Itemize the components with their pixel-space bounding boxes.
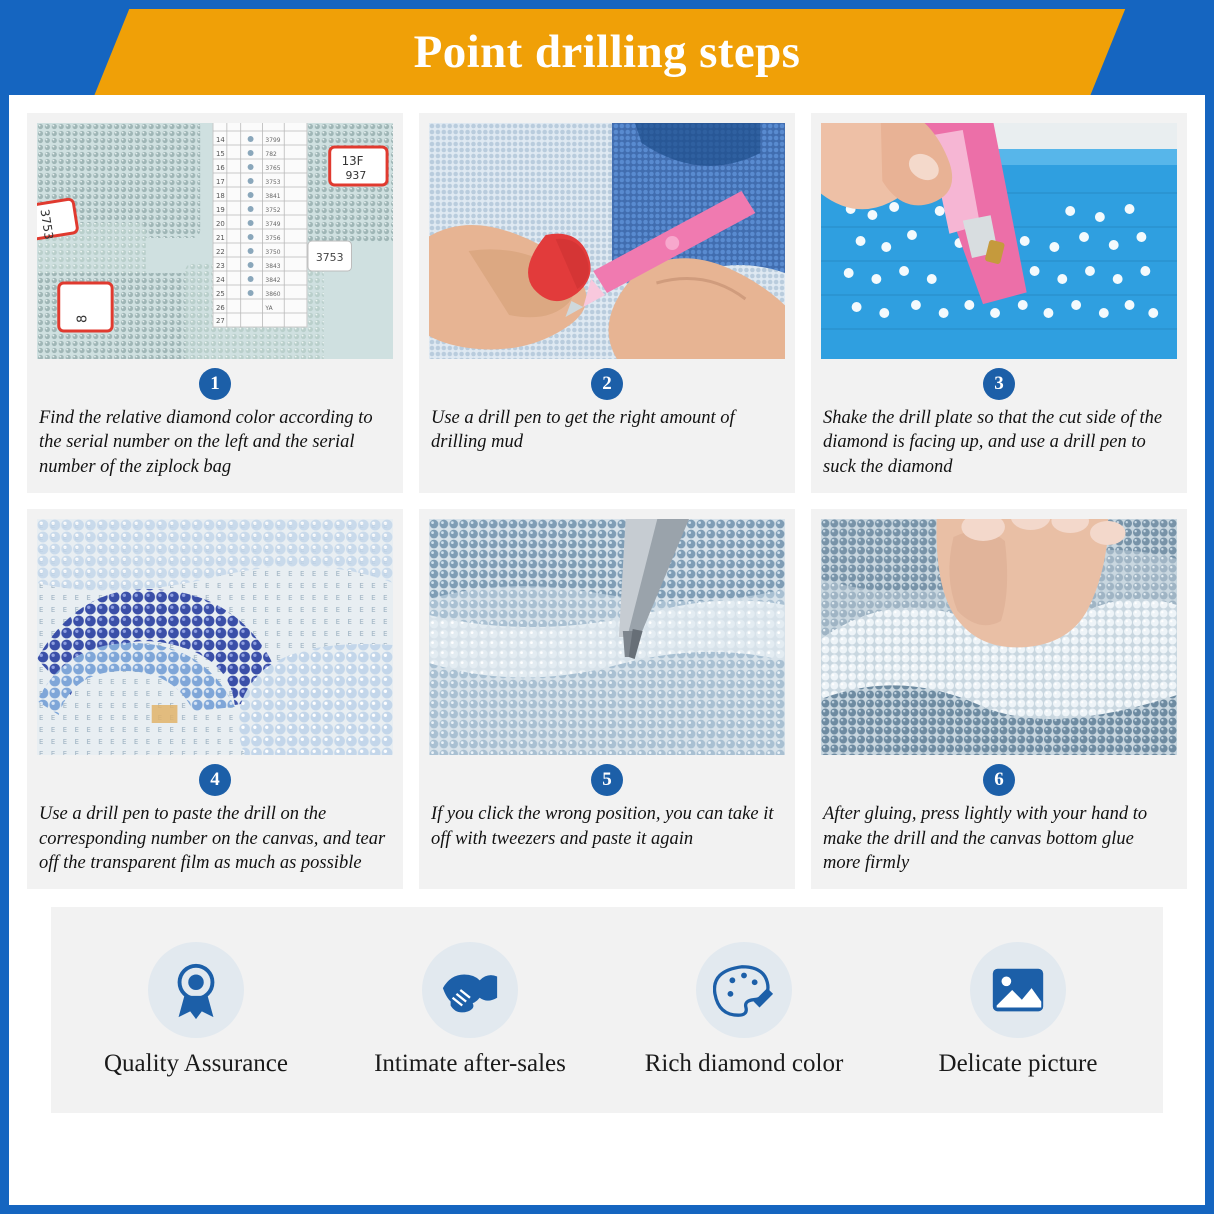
palette-icon <box>696 942 792 1038</box>
handshake-icon <box>422 942 518 1038</box>
step-card-2 <box>419 113 795 493</box>
svg-text:14: 14 <box>215 135 225 145</box>
step-card-6 <box>811 509 1187 889</box>
svg-text:3753: 3753 <box>265 178 281 187</box>
step-caption-2: Use a drill pen to get the right amount of drilling mud <box>431 408 735 453</box>
step-card-1 <box>27 113 403 493</box>
svg-text:24: 24 <box>215 275 225 285</box>
step-caption-6: After gluing, press lightly with your hand to make the drill and the canvas bottom glue more firmly <box>823 804 1148 874</box>
step-number-5: 5 <box>591 764 623 796</box>
step-image-1 <box>37 123 393 359</box>
step-image-2 <box>429 123 785 359</box>
step-caption-3: Shake the drill plate so that the cut side of the diamond is facing up, and use a drill pen to suck the diamond <box>823 408 1163 477</box>
canvas-diamonds-illustration <box>37 519 393 755</box>
feature-quality-assurance <box>59 942 333 1078</box>
svg-text:3842: 3842 <box>265 276 281 285</box>
svg-text:13F: 13F <box>341 153 364 169</box>
step-number-1: 1 <box>199 368 231 400</box>
hand-pressing-illustration <box>821 519 1177 755</box>
feature-rich-diamond-color <box>607 942 881 1078</box>
feature-label-rich-diamond-color: Rich diamond color <box>644 1050 844 1078</box>
svg-text:3752: 3752 <box>265 206 281 215</box>
handshake-glyph <box>439 959 501 1021</box>
svg-text:21: 21 <box>215 233 225 243</box>
award-ribbon-glyph <box>165 959 227 1021</box>
award-ribbon-icon <box>148 942 244 1038</box>
step-image-5 <box>429 519 785 755</box>
svg-text:3753: 3753 <box>315 250 344 265</box>
ziplock-bags-illustration <box>37 123 393 359</box>
svg-text:16: 16 <box>215 163 225 173</box>
step-number-3: 3 <box>983 368 1015 400</box>
svg-text:18: 18 <box>215 191 225 201</box>
tweezers-illustration <box>429 519 785 755</box>
svg-text:3841: 3841 <box>265 192 281 201</box>
step-image-3 <box>821 123 1177 359</box>
svg-text:15: 15 <box>215 149 225 159</box>
svg-text:3756: 3756 <box>265 234 281 243</box>
step-number-6: 6 <box>983 764 1015 796</box>
feature-label-quality-assurance: Quality Assurance <box>104 1050 288 1078</box>
step-caption-1: Find the relative diamond color according to the serial number on the left and the serial number of the ziplock bag <box>39 408 373 477</box>
svg-text:22: 22 <box>215 247 225 257</box>
svg-text:YA: YA <box>265 304 273 313</box>
svg-text:3860: 3860 <box>265 290 281 299</box>
svg-text:26: 26 <box>215 303 225 313</box>
step-number-4: 4 <box>199 764 231 796</box>
svg-text:3749: 3749 <box>265 220 281 229</box>
feature-delicate-picture <box>881 942 1155 1078</box>
steps-grid <box>9 95 1205 895</box>
step-number-2: 2 <box>591 368 623 400</box>
step-card-5 <box>419 509 795 889</box>
drill-plate-illustration <box>821 123 1177 359</box>
svg-text:23: 23 <box>215 261 225 271</box>
step-caption-4: Use a drill pen to paste the drill on the corresponding number on the canvas, and tear off the transparent film as much as possible <box>39 804 386 874</box>
step-card-3 <box>811 113 1187 493</box>
features-bar <box>51 907 1163 1113</box>
svg-text:3799: 3799 <box>265 136 281 145</box>
svg-text:782: 782 <box>265 150 277 159</box>
svg-text:937: 937 <box>345 168 367 183</box>
svg-text:25: 25 <box>215 289 225 299</box>
picture-glyph <box>987 959 1049 1021</box>
page-header <box>9 9 1205 95</box>
step-caption-5: If you click the wrong position, you can take it off with tweezers and paste it again <box>431 804 774 849</box>
svg-text:8: 8 <box>75 314 91 323</box>
step-image-6 <box>821 519 1177 755</box>
svg-text:3753: 3753 <box>37 208 56 241</box>
svg-text:17: 17 <box>215 177 225 187</box>
svg-text:3843: 3843 <box>265 262 281 271</box>
svg-text:27: 27 <box>215 316 225 326</box>
drill-pen-hands-illustration <box>429 123 785 359</box>
feature-intimate-after-sales <box>333 942 607 1078</box>
svg-text:3765: 3765 <box>265 164 281 173</box>
step-card-4 <box>27 509 403 889</box>
palette-glyph <box>713 959 775 1021</box>
svg-text:3750: 3750 <box>265 248 281 257</box>
page-title: Point drilling steps <box>413 26 801 78</box>
step-image-4 <box>37 519 393 755</box>
feature-label-delicate-picture: Delicate picture <box>938 1050 1098 1078</box>
feature-label-intimate-after-sales: Intimate after-sales <box>374 1050 566 1078</box>
picture-icon <box>970 942 1066 1038</box>
svg-text:19: 19 <box>215 205 225 215</box>
svg-text:20: 20 <box>215 219 225 229</box>
